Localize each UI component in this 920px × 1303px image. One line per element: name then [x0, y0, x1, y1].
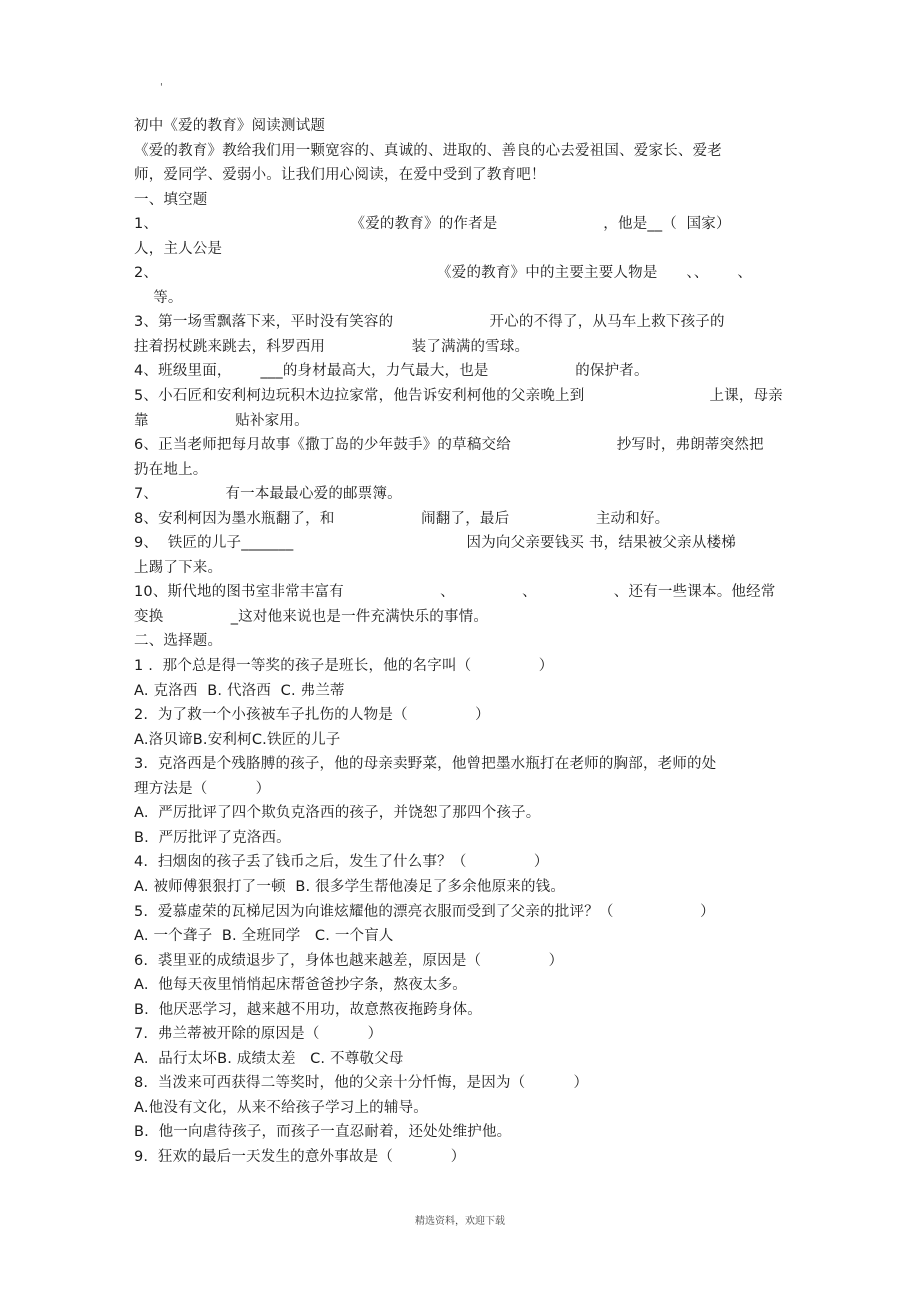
option-line: A. 品行太坏B. 成绩太差 C. 不尊敬父母 [134, 1050, 404, 1067]
question-line: 5、小石匠和安利柯边玩积木边拉家常，他告诉安利柯他的父亲晚上到 上课，母亲 [134, 388, 783, 405]
document-body [134, 114, 784, 1170]
question-line: 理方法是（ ） [134, 780, 271, 797]
question-line: 4、班级里面， ___的身材最高大，力气最大，也是 的保护者。 [134, 363, 649, 380]
option-line: A. 严厉批评了四个欺负克洛西的孩子，并饶恕了那四个孩子。 [134, 805, 541, 822]
question-line: 6. 裘里亚的成绩退步了，身体也越来越差，原因是（ ） [134, 952, 564, 969]
question-line: 人，主人公是 [134, 240, 223, 257]
question-line: 5. 爱慕虚荣的瓦梯尼因为向谁炫耀他的漂亮衣服而受到了父亲的批评？（ ） [134, 903, 715, 920]
question-line: 4. 扫烟囱的孩子丢了钱币之后，发生了什么事？（ ） [134, 854, 549, 871]
section-heading-fill-blank: 一、填空题 [134, 191, 208, 208]
option-line: B. 他厌恶学习，越来越不用功，故意熬夜拖跨身体。 [134, 1001, 482, 1018]
question-line: 上踢了下来。 [134, 559, 223, 576]
question-line: 3、第一场雪飘落下来，平时没有笑容的 开心的不得了，从马车上救下孩子的 [134, 314, 725, 331]
option-line: A.洛贝谛B.安利柯C.铁匠的儿子 [134, 731, 341, 748]
document-title: 初中《爱的教育》阅读测试题 [134, 118, 326, 134]
question-line: 6、正当老师把每月故事《撒丁岛的少年鼓手》的草稿交给 抄写时，弗朗蒂突然把 [134, 437, 764, 454]
option-line: A. 他每天夜里悄悄起床帮爸爸抄字条，熬夜太多。 [134, 977, 467, 994]
page-mark: ' [160, 82, 163, 93]
section-heading-choice: 二、选择题。 [134, 633, 223, 650]
intro-line: 师，爱同学、爱弱小。让我们用心阅读，在爱中受到了教育吧！ [134, 167, 546, 184]
question-line: 10、斯代地的图书室非常丰富有 、 、 、还有一些课本。他经常 [134, 584, 776, 601]
question-line: 1、 《爱的教育》的作者是 ，他是__（ 国家） [134, 216, 731, 233]
page-footer: 精选资料，欢迎下载 [415, 1216, 505, 1227]
option-line: A. 克洛西 B. 代洛西 C. 弗兰蒂 [134, 682, 345, 699]
question-line: 拄着拐杖跳来跳去，科罗西用 装了满满的雪球。 [134, 338, 530, 355]
question-line: 1 . 那个总是得一等奖的孩子是班长，他的名字叫（ ） [134, 658, 554, 675]
option-line: A.他没有文化，从来不给孩子学习上的辅导。 [134, 1099, 428, 1116]
question-line: 9. 狂欢的最后一天发生的意外事故是（ ） [134, 1148, 466, 1165]
option-line: A. 被师傅狠狠打了一顿 B. 很多学生帮他凑足了多余他原来的钱。 [134, 878, 566, 895]
question-line: 7、 有一本最最心爱的邮票簿。 [134, 486, 402, 503]
question-line: 等。 [134, 289, 183, 306]
option-line: B. 他一向虐待孩子，而孩子一直忍耐着，还处处维护他。 [134, 1124, 512, 1141]
question-line: 2. 为了救一个小孩被车子扎伤的人物是（ ） [134, 707, 490, 724]
option-line: B. 严厉批评了克洛西。 [134, 829, 291, 846]
option-line: A. 一个聋子 B. 全班同学 C. 一个盲人 [134, 928, 394, 945]
question-line: 扔在地上。 [134, 461, 208, 478]
question-line: 8. 当泼来可西获得二等奖时，他的父亲十分忏悔，是因为（ ） [134, 1075, 589, 1092]
intro-line: 《爱的教育》教给我们用一颗宽容的、真诚的、进取的、善良的心去爱祖国、爱家长、爱老 [134, 142, 722, 159]
question-line: 3. 克洛西是个残胳膊的孩子，他的母亲卖野菜，他曾把墨水瓶打在老师的胸部，老师的处 [134, 756, 717, 773]
question-line: 变换 _这对他来说也是一件充满快乐的事情。 [134, 608, 489, 625]
question-line: 2、 《爱的教育》中的主要主要人物是 、、 、 [134, 265, 753, 282]
question-line: 8、安利柯因为墨水瓶翻了，和 闹翻了，最后 主动和好。 [134, 510, 670, 527]
question-line: 9、 铁匠的儿子_______ 因为向父亲要钱买 书，结果被父亲从楼梯 [134, 535, 736, 552]
question-line: 靠 贴补家用。 [134, 412, 309, 429]
question-line: 7. 弗兰蒂被开除的原因是（ ） [134, 1026, 383, 1043]
